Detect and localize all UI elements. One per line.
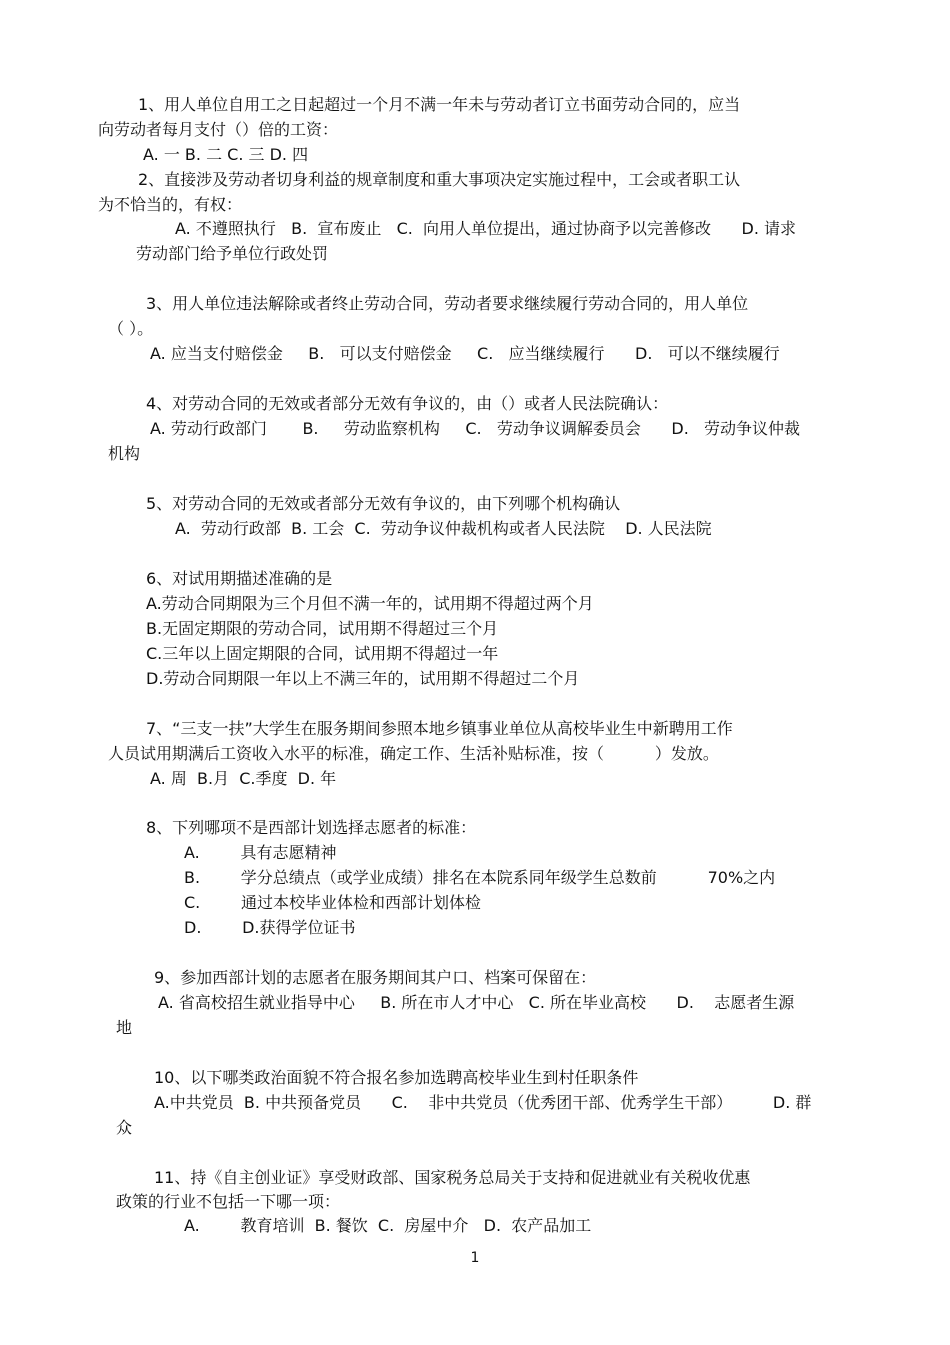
answer-options: A. 应当支付赔偿金 B. 可以支付赔偿金 C. 应当继续履行 D. 可以不继续履行 bbox=[150, 344, 780, 363]
question-line: 2、直接涉及劳动者切身利益的规章制度和重大事项决定实施过程中，工会或者职工认 bbox=[138, 170, 741, 189]
answer-option: D. D.获得学位证书 bbox=[184, 918, 356, 937]
answer-options: 众 bbox=[116, 1118, 133, 1137]
question-line: 3、用人单位违法解除或者终止劳动合同，劳动者要求继续履行劳动合同的，用人单位 bbox=[146, 294, 749, 313]
question-line: 11、持《自主创业证》享受财政部、国家税务总局关于支持和促进就业有关税收优惠 bbox=[154, 1168, 751, 1187]
question-line: 人员试用期满后工资收入水平的标准，确定工作、生活补贴标准，按（ ）发放。 bbox=[108, 744, 719, 763]
answer-option: B. 学分总绩点（或学业成绩）排名在本院系同年级学生总数前 70%之内 bbox=[184, 868, 776, 887]
answer-options: A. 劳动行政部门 B. 劳动监察机构 C. 劳动争议调解委员会 D. 劳动争议仲裁 bbox=[150, 419, 801, 438]
question-line: 政策的行业不包括一下哪一项： bbox=[116, 1192, 341, 1211]
answer-options: 机构 bbox=[108, 444, 141, 463]
answer-option: B.无固定期限的劳动合同，试用期不得超过三个月 bbox=[146, 619, 499, 638]
answer-option: A. 具有志愿精神 bbox=[184, 843, 337, 862]
answer-options: 地 bbox=[116, 1018, 133, 1037]
question-line: 5、对劳动合同的无效或者部分无效有争议的，由下列哪个机构确认 bbox=[146, 494, 621, 513]
answer-option: D.劳动合同期限一年以上不满三年的，试用期不得超过二个月 bbox=[146, 669, 580, 688]
question-line: 6、对试用期描述准确的是 bbox=[146, 569, 333, 588]
page-number: 1 bbox=[470, 1250, 480, 1266]
question-line: 8、下列哪项不是西部计划选择志愿者的标准： bbox=[146, 818, 477, 837]
answer-options: A.中共党员 B. 中共预备党员 C. 非中共党员（优秀团干部、优秀学生干部） D. 群 bbox=[154, 1093, 812, 1112]
answer-options: A. 一 B. 二 C. 三 D. 四 bbox=[143, 145, 309, 164]
question-line: 7、“三支一扶”大学生在服务期间参照本地乡镇事业单位从高校毕业生中新聘用工作 bbox=[146, 719, 733, 738]
question-line: 10、以下哪类政治面貌不符合报名参加选聘高校毕业生到村任职条件 bbox=[154, 1068, 639, 1087]
answer-option: C. 通过本校毕业体检和西部计划体检 bbox=[184, 893, 481, 912]
answer-options: 劳动部门给予单位行政处罚 bbox=[136, 244, 329, 263]
answer-options: A. 省高校招生就业指导中心 B. 所在市人才中心 C. 所在毕业高校 D. 志愿者生源 bbox=[158, 993, 795, 1012]
answer-options: A. 周 B.月 C.季度 D. 年 bbox=[150, 769, 337, 788]
answer-options: A. 劳动行政部 B. 工会 C. 劳动争议仲裁机构或者人民法院 D. 人民法院 bbox=[175, 519, 712, 538]
question-line: （ ）。 bbox=[108, 319, 154, 338]
question-line: 向劳动者每月支付（）倍的工资： bbox=[98, 120, 339, 139]
answer-options: A. 教育培训 B. 餐饮 C. 房屋中介 D. 农产品加工 bbox=[184, 1216, 592, 1235]
question-line: 9、参加西部计划的志愿者在服务期间其户口、档案可保留在： bbox=[154, 968, 597, 987]
question-line: 4、对劳动合同的无效或者部分无效有争议的，由（）或者人民法院确认： bbox=[146, 394, 669, 413]
answer-option: A.劳动合同期限为三个月但不满一年的，试用期不得超过两个月 bbox=[146, 594, 594, 613]
question-line: 为不恰当的，有权： bbox=[98, 195, 243, 214]
answer-option: C.三年以上固定期限的合同，试用期不得超过一年 bbox=[146, 644, 499, 663]
answer-options: A. 不遵照执行 B. 宣布废止 C. 向用人单位提出，通过协商予以完善修改 D. 请求 bbox=[175, 219, 797, 238]
question-line: 1、用人单位自用工之日起超过一个月不满一年未与劳动者订立书面劳动合同的，应当 bbox=[138, 95, 741, 114]
